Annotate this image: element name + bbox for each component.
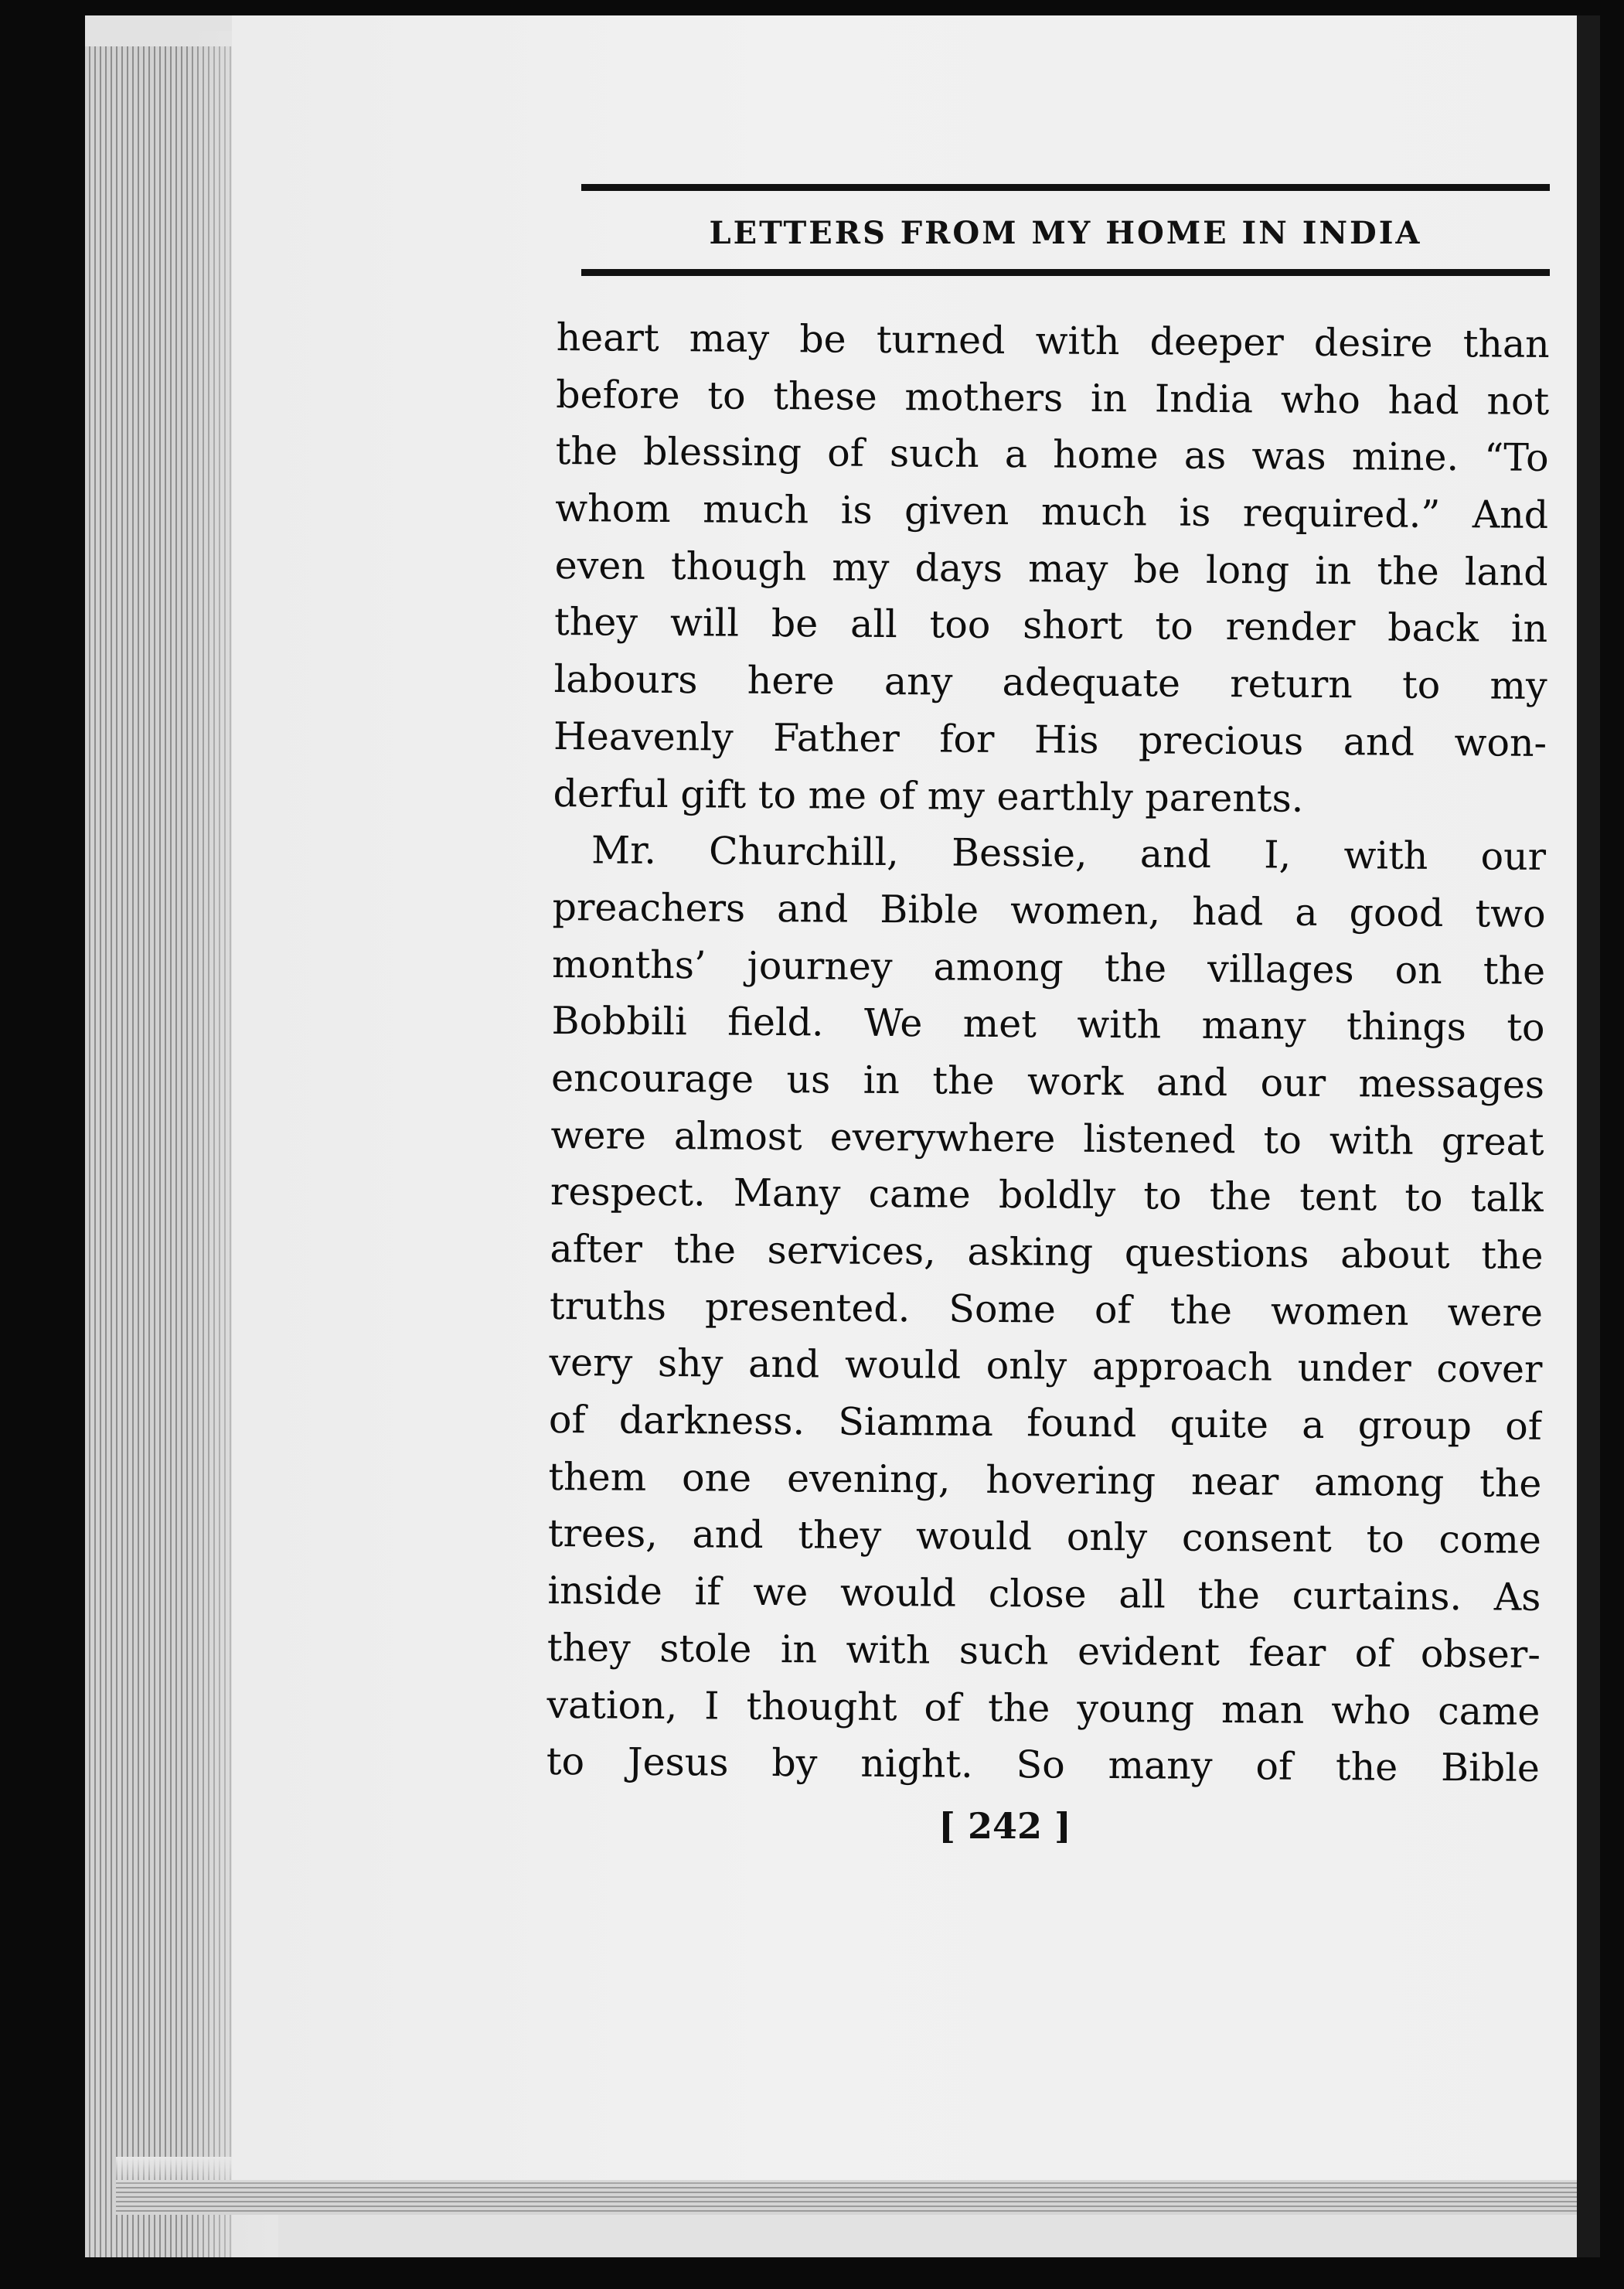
body-text (546, 309, 1550, 1797)
text-line: derful gift to me of my earthly parents. (553, 771, 1304, 821)
header-rule-bottom (581, 269, 1550, 276)
text-line: after the services, asking questions about the (550, 1226, 1544, 1278)
page-number: [ 242 ] (938, 1805, 1071, 1847)
text-line: encourage us in the work and our messages (550, 1055, 1545, 1107)
text-line: of darkness. Siamma found quite a group of (548, 1398, 1543, 1449)
text-line: before to these mothers in India who had not (556, 372, 1550, 424)
header-rule-top (581, 184, 1550, 191)
text-line: inside if we would close all the curtains. As (547, 1569, 1541, 1620)
text-line: they will be all too short to render back in (553, 600, 1548, 652)
text-line: whom much is given much is required.” And (555, 486, 1549, 538)
binding-shadow (1577, 15, 1600, 2257)
text-line: heart may be turned with deeper desire than (556, 315, 1550, 366)
text-line: Bobbili field. We met with many things to (551, 999, 1545, 1051)
text-line: Mr. Churchill, Bessie, and I, with our (591, 828, 1547, 880)
text-line: to Jesus by night. So many of the Bible (546, 1739, 1541, 1791)
text-line: labours here any adequate return to my (553, 657, 1547, 709)
text-line: trees, and they would only consent to come (547, 1511, 1542, 1563)
text-line: months’ journey among the villages on the (551, 942, 1546, 993)
text-line: vation, I thought of the young man who came (546, 1682, 1541, 1734)
text-line: Heavenly Father for His precious and won- (553, 714, 1547, 765)
text-line: preachers and Bible women, had a good two (552, 884, 1546, 936)
text-line: were almost everywhere listened to with great (550, 1112, 1544, 1164)
text-line: very shy and would only approach under cover (549, 1340, 1543, 1392)
text-line: truths presented. Some of the women were (549, 1283, 1544, 1335)
text-line: respect. Many came boldly to the tent to talk (550, 1170, 1544, 1221)
text-line: even though my days may be long in the land (554, 543, 1548, 594)
text-line: the blessing of such a home as was mine. “To (555, 429, 1549, 481)
running-title: LETTERS FROM MY HOME IN INDIA (709, 215, 1422, 251)
text-line: them one evening, hovering near among the (548, 1454, 1542, 1506)
text-line: they stole in with such evident fear of obser- (546, 1625, 1541, 1677)
